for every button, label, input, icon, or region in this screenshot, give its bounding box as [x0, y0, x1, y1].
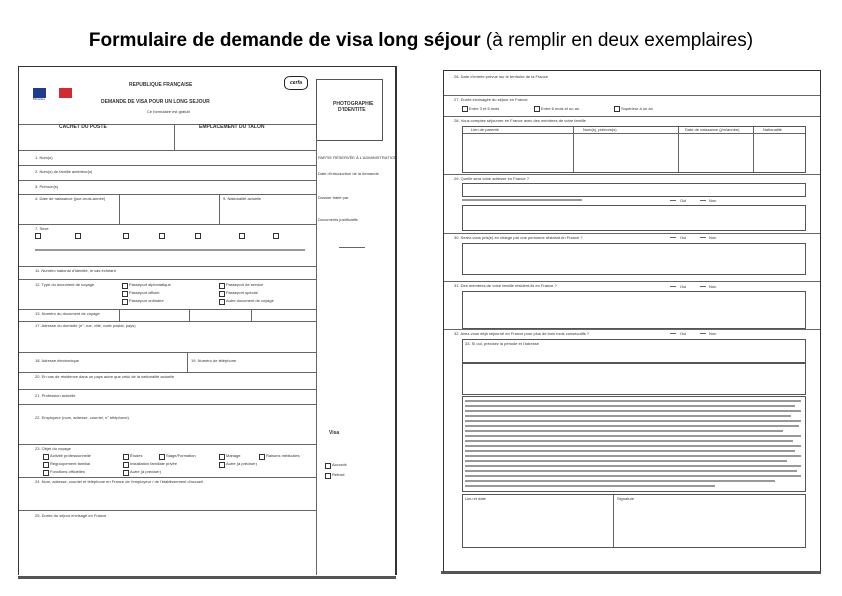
divider: [19, 352, 316, 353]
employer-input[interactable]: [462, 205, 806, 231]
field-label: 32. Avez-vous déjà séjourné en France pour plus de trois mois consécutifs ?: [454, 331, 590, 336]
divider: [339, 247, 365, 248]
divider: [19, 266, 316, 267]
doc-type-label: Autre document de voyage: [226, 298, 274, 303]
purpose-label: Études: [130, 453, 143, 458]
french-flag-logo: [33, 85, 73, 95]
col-header-talon: EMPLACEMENT DU TALON: [199, 124, 265, 130]
checkbox[interactable]: [159, 454, 165, 460]
title-normal: (à remplir en deux exemplaires): [480, 30, 754, 51]
divider: [219, 194, 220, 224]
side-label: Documents justificatifs: [318, 217, 358, 222]
checkbox[interactable]: [123, 233, 129, 239]
divider: [444, 281, 820, 282]
title-bold: Formulaire de demande de visa long séjour: [88, 30, 481, 51]
checkbox[interactable]: [43, 470, 49, 476]
checkbox[interactable]: [219, 283, 225, 289]
divider: [187, 352, 188, 372]
ministry-label: Ministère: [33, 97, 46, 101]
field-label: 9. Nationalité actuelle: [223, 196, 262, 201]
field-label: 26. Date d'entrée prévue sur le territoire de la France: [454, 74, 548, 79]
checkbox[interactable]: [159, 233, 165, 239]
divider: [670, 333, 676, 334]
signature-area: [462, 494, 806, 548]
table-header: Nom(s), prénom(s): [583, 127, 617, 132]
purpose-label: Raisons médicales: [266, 453, 300, 458]
checkbox[interactable]: [75, 233, 81, 239]
field-label: 2. Nom(s) de famille antérieur(s): [35, 169, 93, 174]
divider: [613, 495, 614, 547]
field-label: 19. Numéro de téléphone: [191, 358, 237, 363]
side-label: Dossier traité par: [318, 195, 349, 200]
yes-label: Oui: [680, 284, 687, 289]
photo-label-1: PHOTOGRAPHIE: [333, 101, 374, 107]
field-label: 18. Adresse électronique: [35, 358, 80, 363]
divider: [444, 95, 820, 96]
purpose-label: Installation familiale privée: [130, 461, 177, 466]
photo-box[interactable]: [316, 79, 383, 141]
side-label: PARTIE RÉSERVÉE À L'ADMINISTRATION: [318, 155, 397, 160]
field-label: 7. Sexe: [35, 226, 49, 231]
divider: [19, 180, 316, 181]
no-label: Non: [709, 284, 717, 289]
text-line: [35, 249, 305, 251]
doc-type-label: Passeport spécial: [226, 290, 258, 295]
page-1-bottom-edge: [18, 576, 396, 579]
divider: [19, 372, 316, 373]
field-label: 13. Numéro du document de voyage: [35, 311, 100, 316]
field-label: 25. Durée du séjour envisagé en France: [35, 513, 107, 518]
table-header: Lien de parenté: [471, 127, 499, 132]
field-label: 1. Nom(s): [35, 155, 53, 160]
divider: [670, 200, 676, 201]
doc-type-label: Passeport officiel: [129, 290, 160, 295]
table-header: Date de naissance (j/m/année): [685, 127, 740, 132]
republic-label: REPUBLIQUE FRANÇAISE: [129, 82, 193, 88]
field-label: 11. Numéro national d'identité, le cas échéant: [35, 268, 116, 273]
checkbox[interactable]: [122, 299, 128, 305]
checkbox[interactable]: [122, 283, 128, 289]
divider: [670, 237, 676, 238]
field-label: 27. Durée envisagée du séjour en France: [454, 97, 528, 102]
sponsor-input[interactable]: [462, 243, 806, 275]
family-table: [462, 126, 806, 173]
divider: [19, 165, 316, 166]
field-label: 33. Si oui, précisez la période et l'adresse: [465, 341, 539, 346]
divider: [174, 124, 175, 150]
photo-label-2: D'IDENTITE: [338, 107, 366, 113]
sign-place-date: Lieu et date: [465, 496, 486, 501]
divider: [19, 389, 316, 390]
purpose-label: Autre (à préciser): [130, 469, 161, 474]
divider: [19, 510, 316, 511]
divider: [444, 233, 820, 234]
divider: [573, 127, 574, 172]
checkbox[interactable]: [273, 233, 279, 239]
field-label: 21. Profession actuelle: [35, 393, 76, 398]
field-label: 24. Nom, adresse, courriel et téléphone en France de l'employeur / de l'établissement d'accueil: [35, 479, 203, 484]
no-label: Non: [709, 235, 717, 240]
text-line: [462, 199, 582, 201]
doc-type-label: Passeport de service: [226, 282, 264, 287]
divider: [700, 286, 706, 287]
checkbox[interactable]: [43, 454, 49, 460]
divider: [700, 333, 706, 334]
checkbox[interactable]: [462, 106, 468, 112]
checkbox[interactable]: [195, 233, 201, 239]
field-label: 17. Adresse du domicile (n°, rue, ville, code postal, pays): [35, 323, 136, 328]
divider: [189, 309, 190, 321]
checkbox[interactable]: [35, 233, 41, 239]
previous-stay-input[interactable]: [462, 339, 806, 363]
divider: [444, 174, 820, 175]
family-in-france-input[interactable]: [462, 291, 806, 329]
checkbox[interactable]: [219, 454, 225, 460]
form-title: DEMANDE DE VISA POUR UN LONG SEJOUR: [101, 99, 210, 105]
stay-option: Entre 3 et 6 mois: [469, 106, 500, 111]
divider: [19, 444, 316, 445]
doc-type-label: Passeport diplomatique: [129, 282, 171, 287]
stay-option: Entre 6 mois et un an: [541, 106, 580, 111]
side-column-divider: [316, 139, 317, 575]
field-label: 28. Vous comptez séjourner en France avec des membres de votre famille: [454, 118, 586, 123]
form-page-1: [18, 66, 397, 575]
checkbox[interactable]: [259, 454, 265, 460]
no-label: Non: [709, 198, 717, 203]
field-label: 29. Quelle sera votre adresse en France ?: [454, 176, 529, 181]
checkbox[interactable]: [123, 454, 129, 460]
side-label: Visa: [329, 430, 340, 436]
checkbox[interactable]: [219, 299, 225, 305]
divider: [19, 477, 316, 478]
divider: [753, 127, 754, 172]
divider: [19, 279, 316, 280]
divider: [19, 224, 316, 225]
checkbox[interactable]: [122, 291, 128, 297]
purpose-label: Regroupement familial: [50, 461, 91, 466]
other-info-input[interactable]: [462, 363, 806, 395]
divider: [670, 286, 676, 287]
purpose-label: Mariage: [226, 453, 241, 458]
checkbox[interactable]: [614, 106, 620, 112]
checkbox[interactable]: [219, 462, 225, 468]
no-label: Non: [709, 331, 717, 336]
divider: [119, 194, 120, 224]
purpose-label: Autre (à préciser): [226, 461, 257, 466]
signature-label[interactable]: Signature: [617, 496, 635, 501]
doc-type-label: Passeport ordinaire: [129, 298, 164, 303]
divider: [444, 116, 820, 117]
divider: [19, 309, 316, 310]
page-title: [0, 30, 842, 52]
checkbox[interactable]: [325, 473, 331, 479]
divider: [444, 329, 820, 330]
checkbox[interactable]: [219, 291, 225, 297]
divider: [700, 200, 706, 201]
field-label: 12. Type du document de voyage: [35, 282, 95, 287]
checkbox[interactable]: [239, 233, 245, 239]
purpose-label: Stage/Formation: [166, 453, 196, 458]
form-subtitle: Ce formulaire est gratuit: [147, 109, 190, 114]
side-label: Refusé: [332, 472, 345, 477]
field-label: 22. Employeur (nom, adresse, courriel, n° téléphone): [35, 415, 129, 420]
divider: [700, 237, 706, 238]
col-header-stamp: CACHET DU POSTE: [59, 124, 107, 130]
page-2-bottom-edge: [441, 571, 821, 574]
field-label: 4. Date de naissance (jour-mois-année): [35, 196, 106, 201]
field-label: 30. Serez-vous pris(e) en charge par une personne résidant en France ?: [454, 235, 583, 240]
divider: [19, 404, 316, 405]
side-label: Date d'introduction de la demande: [318, 171, 379, 176]
divider: [678, 127, 679, 172]
divider: [119, 309, 120, 321]
checkbox[interactable]: [43, 462, 49, 468]
declaration-text: [462, 396, 806, 492]
field-label: 3. Prénom(s): [35, 184, 59, 189]
field-label: 23. Objet du voyage: [35, 446, 71, 451]
yes-label: Oui: [680, 235, 687, 240]
yes-label: Oui: [680, 331, 687, 336]
cerfa-logo: cerfa: [284, 76, 308, 90]
divider: [19, 321, 316, 322]
checkbox[interactable]: [325, 463, 331, 469]
field-label: 20. En cas de résidence dans un pays autre que celui de la nationalité actuelle: [35, 374, 175, 379]
purpose-label: Activité professionnelle: [50, 453, 91, 458]
checkbox[interactable]: [123, 470, 129, 476]
divider: [19, 194, 316, 195]
stay-option: Supérieur à un an: [621, 106, 653, 111]
address-input[interactable]: [462, 183, 806, 197]
purpose-label: Fonctions officielles: [50, 469, 85, 474]
form-page-2: [443, 70, 821, 573]
divider: [251, 309, 252, 321]
side-label: Accordé: [332, 462, 347, 467]
yes-label: Oui: [680, 198, 687, 203]
checkbox[interactable]: [123, 462, 129, 468]
divider: [19, 150, 316, 151]
field-label: 31. Des membres de votre famille résident-ils en France ?: [454, 283, 557, 288]
checkbox[interactable]: [534, 106, 540, 112]
table-header: Nationalité: [763, 127, 782, 132]
